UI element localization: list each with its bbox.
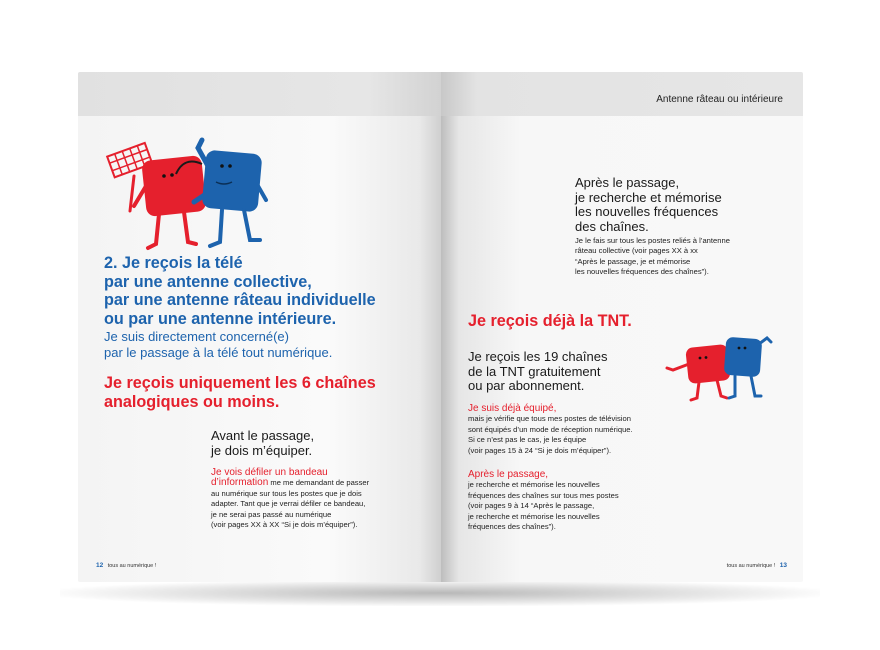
heading-blue-line: 2. Je reçois la télé [104,254,243,272]
paragraph-text: me me demandant de passer [268,478,370,488]
paragraph-line: les nouvelles fréquences des chaînes”). [575,267,709,277]
right-footer [727,554,787,572]
heading-red-line: Je reçois uniquement les 6 chaînes [104,374,376,392]
left-footer [96,554,156,572]
paragraph-line: Je le fais sur tous les postes reliés à l’antenne [575,236,730,245]
heading-black-line: Je reçois les 19 chaînes [468,349,608,364]
subheading-blue-line: par le passage à la télé tout numérique. [104,345,333,360]
heading-blue-line: par une antenne collective, [104,272,312,291]
heading-black-line: Après le passage, [575,175,680,190]
paragraph-lead-red: d’information [211,477,269,489]
paragraph-line: râteau collective (voir pages XX à xx [575,246,698,256]
section-title: Antenne râteau ou intérieure [656,94,783,105]
block-line: je recherche et mémorise les nouvelles [468,511,600,521]
block-line: fréquences des chaînes sur tous mes postes [468,490,619,500]
heading-black-line: je recherche et mémorise [575,189,722,205]
subheading-black-line: Avant le passage, [211,428,315,443]
block-lead-red: Après le passage, [468,469,549,480]
subheading-black [211,429,314,458]
heading-blue-line: par une antenne râteau individuelle [104,291,376,309]
tv-mascots-illustration [659,334,779,404]
heading-red: Je reçois déjà la TNT. [468,312,632,330]
book-shadow [60,580,820,606]
page-number: 12 [96,562,104,569]
paragraph-lead-red: Je vois défiler un bandeau [211,467,328,478]
heading-black-line: ou par abonnement. [468,378,585,393]
block-equipped [468,404,633,456]
left-page-header-band [78,72,441,116]
block-line: (voir pages 9 à 14 “Après le passage, [468,501,595,511]
heading-blue-line: ou par une antenne intérieure. [104,309,337,328]
block-line: (voir pages 15 à 24 “Si je dois m’équiper”). [468,445,612,455]
paragraph-line: (voir pages XX à XX “Si je dois m’équiper”). [211,520,358,530]
block-line: je recherche et mémorise les nouvelles [468,480,600,490]
paragraph-line [211,478,369,488]
paragraph-line: “Après le passage, je et mémorise [575,256,691,266]
page-number: 13 [779,562,787,569]
block-lead-red: Je suis déjà équipé, [468,403,557,414]
block-after [468,470,619,532]
heading-red-line: analogiques ou moins. [104,392,280,411]
subheading-blue [104,329,332,361]
heading-black-line: de la TNT gratuitement [468,363,601,379]
footer-slogan: tous au numérique ! [107,563,157,569]
subheading-blue-line: Je suis directement concerné(e) [104,329,289,344]
heading-black-line: des chaînes. [575,218,649,234]
footer-slogan: tous au numérique ! [726,563,776,569]
heading-black-mid [468,350,607,394]
heading-black-top [575,176,722,234]
heading-black-line: les nouvelles fréquences [575,204,719,219]
paragraph-left [211,468,369,530]
block-line: mais je vérifie que tous mes postes de télévision [468,414,631,424]
block-line: fréquences des chaînes”). [468,522,556,532]
left-page [78,72,441,582]
paragraph-top [575,236,730,278]
heading-blue [104,254,376,328]
subheading-black-line: je dois m’équiper. [211,442,313,458]
right-page [441,72,803,582]
paragraph-line: au numérique sur tous les postes que je dois [211,488,362,498]
heading-red [104,374,376,411]
block-line: sont équipés d’un mode de réception numérique. [468,424,633,434]
block-line: Si ce n’est pas le cas, je les équipe [468,435,587,445]
tv-mascots-with-antenna-illustration [104,136,274,256]
paragraph-line: adapter. Tant que je verrai défiler ce bandeau, [211,499,366,509]
paragraph-line: je ne serai pas passé au numérique [211,509,332,519]
